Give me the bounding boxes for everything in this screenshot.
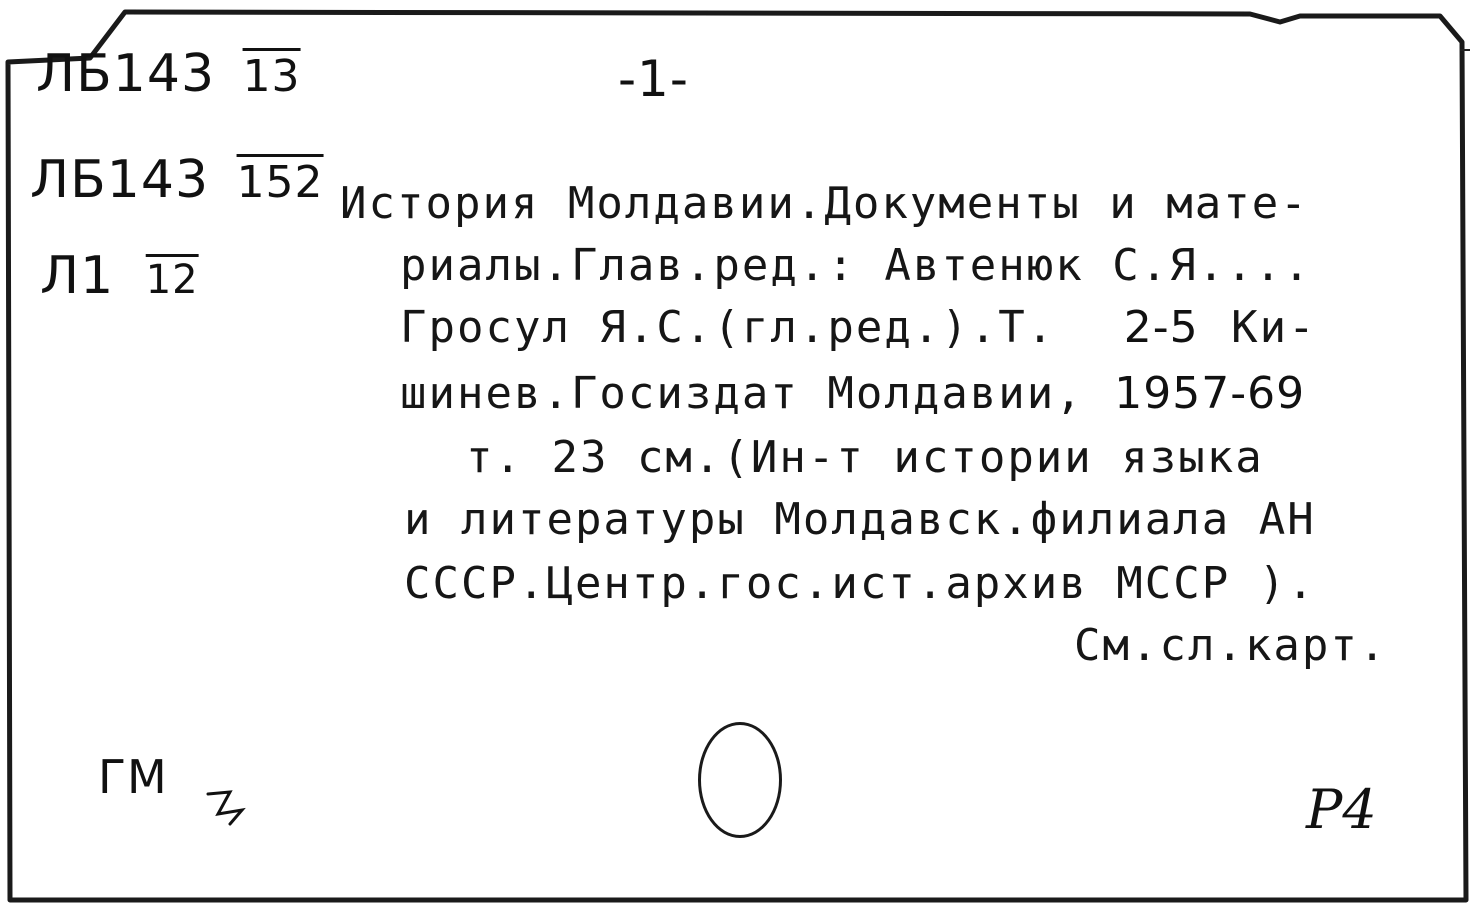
shelfmark-vol: 13 [242, 51, 301, 102]
card-line-7: СССР.Центр.гос.ист.архив МССР ). [404, 558, 1316, 609]
bottom-left-squiggle [200, 780, 260, 830]
shelfmark-code: ЛБ143 [36, 44, 216, 104]
typed-text: Гросул Я.С.(гл.ред.).Т. [400, 302, 1056, 353]
bottom-left-mark: ГМ [98, 750, 168, 804]
shelfmark-3 [40, 246, 199, 306]
card-line-6: и литературы Молдавск.филиала АН [404, 494, 1316, 545]
page-number: -1- [618, 50, 689, 108]
card-line-8: См.сл.карт. [1074, 620, 1388, 671]
shelfmark-vol: 152 [236, 157, 324, 208]
card-line-4 [400, 368, 1305, 419]
city-prefix: Ки- [1231, 302, 1317, 353]
shelfmark-code: ЛБ143 [30, 150, 210, 210]
card-line-3 [400, 302, 1317, 353]
card-line-1: История Молдавии.Документы и мате- [340, 178, 1309, 229]
handwritten-years: 1957-69 [1114, 368, 1306, 419]
binder-hole [698, 722, 782, 838]
shelfmark-vol: 12 [145, 257, 199, 303]
shelfmark-code: Л1 [40, 246, 115, 306]
shelfmark-1 [36, 44, 301, 104]
shelfmark-2 [30, 150, 324, 210]
typed-text: шинев.Госиздат Молдавии, [400, 368, 1084, 419]
card-line-2: риалы.Глав.ред.: Автенюк С.Я.... [400, 240, 1312, 291]
card-line-5: т. 23 см.(Ин-т истории языка [466, 432, 1264, 483]
bottom-right-mark: P4 [1306, 778, 1377, 841]
handwritten-volumes: 2-5 [1123, 302, 1199, 353]
